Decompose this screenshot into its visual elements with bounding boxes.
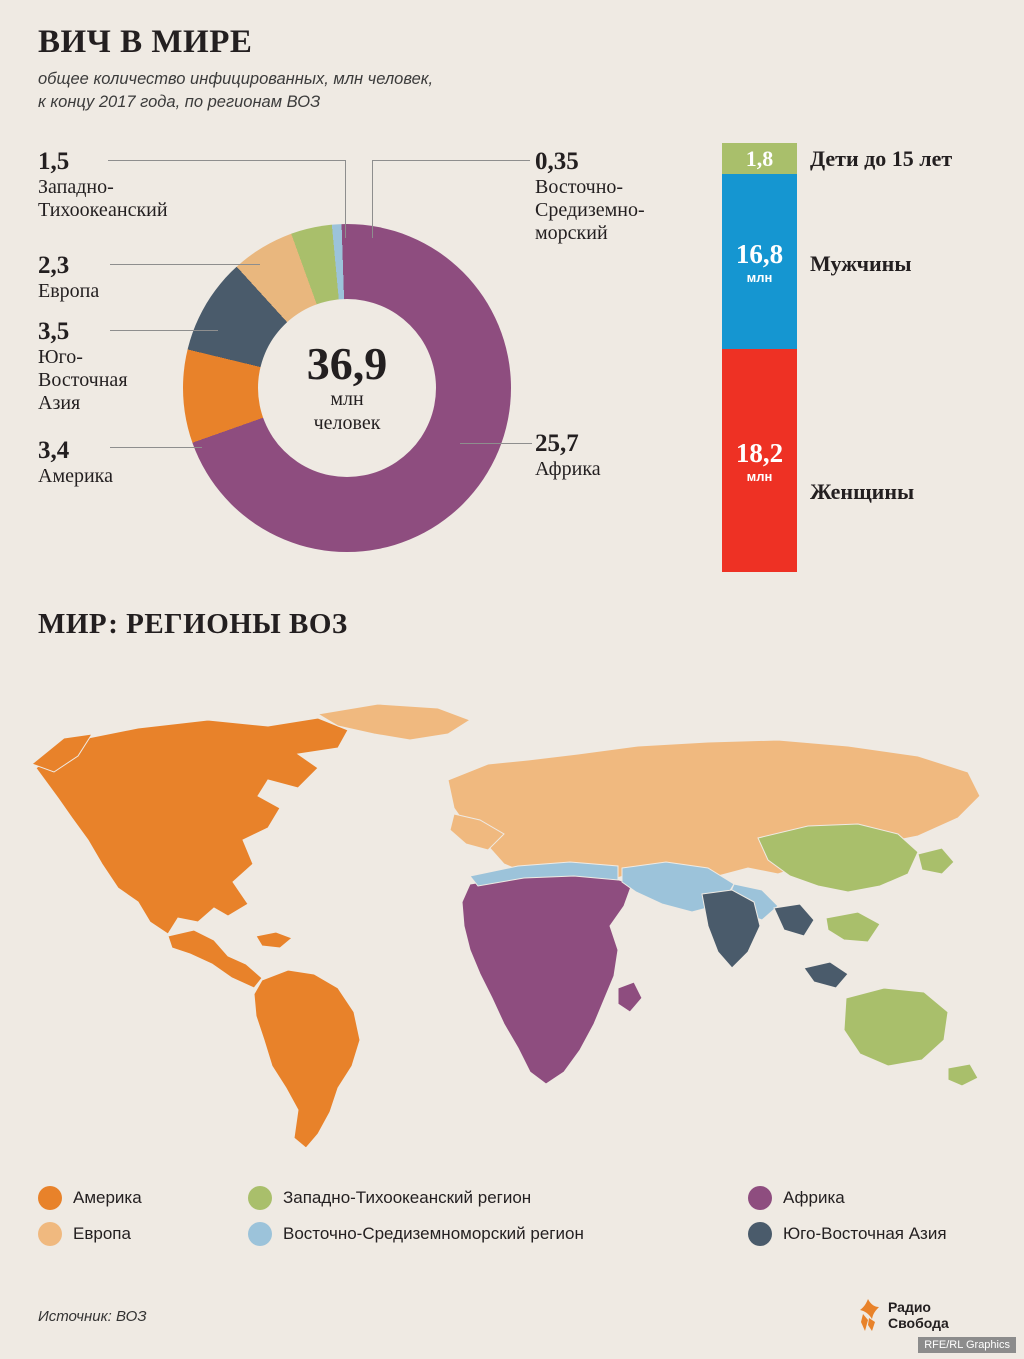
bar-label-women: Женщины bbox=[810, 479, 915, 504]
callout-name-line-1: Восточно- bbox=[535, 176, 624, 198]
callout-america bbox=[38, 437, 113, 488]
map-legend bbox=[38, 1180, 998, 1252]
callout-name-line-2: Тихоокеанский bbox=[38, 199, 168, 221]
bar-label-children: Дети до 15 лет bbox=[810, 146, 953, 171]
leader-line-america bbox=[110, 447, 202, 448]
leader-line-east-mediterranean bbox=[372, 160, 530, 161]
bar-segment-unit: млн bbox=[746, 269, 773, 285]
callout-value: 1,5 bbox=[38, 148, 70, 175]
callout-name-line-1: Западно- bbox=[38, 176, 114, 198]
map-region-americas bbox=[32, 718, 360, 1148]
callout-name-line-1: Америка bbox=[38, 465, 113, 487]
brand-text bbox=[888, 1299, 949, 1331]
callout-east-mediterranean bbox=[535, 148, 645, 245]
callout-name-line-3: морский bbox=[535, 222, 608, 244]
legend-item-southeast-asia bbox=[748, 1222, 998, 1246]
legend-swatch bbox=[38, 1186, 62, 1210]
bar-label-men: Мужчины bbox=[810, 251, 912, 276]
legend-label: Восточно-Средиземноморский регион bbox=[283, 1224, 584, 1243]
legend-label: Америка bbox=[73, 1188, 142, 1207]
rfe-bird-icon bbox=[855, 1298, 881, 1332]
callout-value: 2,3 bbox=[38, 252, 70, 279]
legend-label: Юго-Восточная Азия bbox=[783, 1224, 947, 1243]
callout-southeast-asia bbox=[38, 318, 128, 415]
callout-value: 3,5 bbox=[38, 318, 70, 345]
brand-logo bbox=[855, 1298, 949, 1332]
legend-item-eastern-mediterranean bbox=[248, 1222, 748, 1246]
callout-western-pacific bbox=[38, 148, 168, 222]
brand-line-2: Свобода bbox=[888, 1315, 949, 1331]
callout-europe bbox=[38, 252, 99, 303]
donut-chart bbox=[183, 224, 511, 552]
donut-center bbox=[258, 299, 436, 477]
callout-value: 3,4 bbox=[38, 437, 70, 464]
leader-line-europe bbox=[110, 264, 260, 265]
map-region-western-pacific bbox=[758, 824, 978, 1086]
page-title: ВИЧ В МИРЕ bbox=[38, 24, 253, 60]
page-subtitle bbox=[38, 68, 433, 114]
donut-total-unit-2: человек bbox=[313, 412, 381, 434]
callout-value: 25,7 bbox=[535, 430, 579, 457]
callout-name-line-2: Восточная bbox=[38, 369, 128, 391]
stacked-bar-chart bbox=[722, 143, 797, 572]
legend-swatch bbox=[38, 1222, 62, 1246]
world-map bbox=[18, 668, 1008, 1168]
legend-swatch bbox=[248, 1222, 272, 1246]
legend-label: Западно-Тихоокеанский регион bbox=[283, 1188, 532, 1207]
donut-total-unit-1: млн bbox=[330, 388, 364, 410]
legend-swatch bbox=[248, 1186, 272, 1210]
brand-line-1: Радио bbox=[888, 1299, 931, 1315]
credit-badge: RFE/RL Graphics bbox=[918, 1337, 1016, 1353]
callout-name-line-3: Азия bbox=[38, 392, 81, 414]
legend-swatch bbox=[748, 1222, 772, 1246]
source-note: Источник: ВОЗ bbox=[38, 1308, 147, 1325]
legend-item-europe bbox=[38, 1222, 248, 1246]
leader-line-east-mediterranean-v bbox=[372, 160, 373, 238]
bar-segment-unit: млн bbox=[746, 468, 773, 484]
bar-segment-children bbox=[722, 143, 797, 174]
bar-segment-men bbox=[722, 174, 797, 349]
legend-row-1 bbox=[38, 1180, 998, 1216]
map-title: МИР: РЕГИОНЫ ВОЗ bbox=[38, 608, 348, 640]
subtitle-line-1: общее количество инфицированных, млн человек, bbox=[38, 70, 434, 88]
legend-swatch bbox=[748, 1186, 772, 1210]
callout-name-line-2: Средиземно- bbox=[535, 199, 645, 221]
callout-name-line-1: Европа bbox=[38, 280, 100, 302]
donut-total-value: 36,9 bbox=[306, 338, 388, 389]
bar-segment-value: 16,8 bbox=[735, 238, 784, 269]
legend-label: Европа bbox=[73, 1224, 131, 1243]
map-region-africa bbox=[462, 874, 642, 1084]
callout-africa bbox=[535, 430, 601, 481]
legend-item-western-pacific bbox=[248, 1186, 748, 1210]
legend-item-africa bbox=[748, 1186, 998, 1210]
callout-value: 0,35 bbox=[535, 148, 579, 175]
subtitle-line-2: к концу 2017 года, по регионам ВОЗ bbox=[38, 93, 321, 111]
leader-line-africa bbox=[460, 443, 532, 444]
bar-segment-value: 1,8 bbox=[745, 145, 774, 171]
leader-line-western-pacific-v bbox=[345, 160, 346, 238]
legend-label: Африка bbox=[783, 1188, 845, 1207]
legend-row-2 bbox=[38, 1216, 998, 1252]
legend-item-americas bbox=[38, 1186, 248, 1210]
callout-name-line-1: Юго- bbox=[38, 346, 83, 368]
bar-segment-women bbox=[722, 349, 797, 572]
callout-name-line-1: Африка bbox=[535, 458, 601, 480]
bar-segment-value: 18,2 bbox=[735, 437, 784, 468]
